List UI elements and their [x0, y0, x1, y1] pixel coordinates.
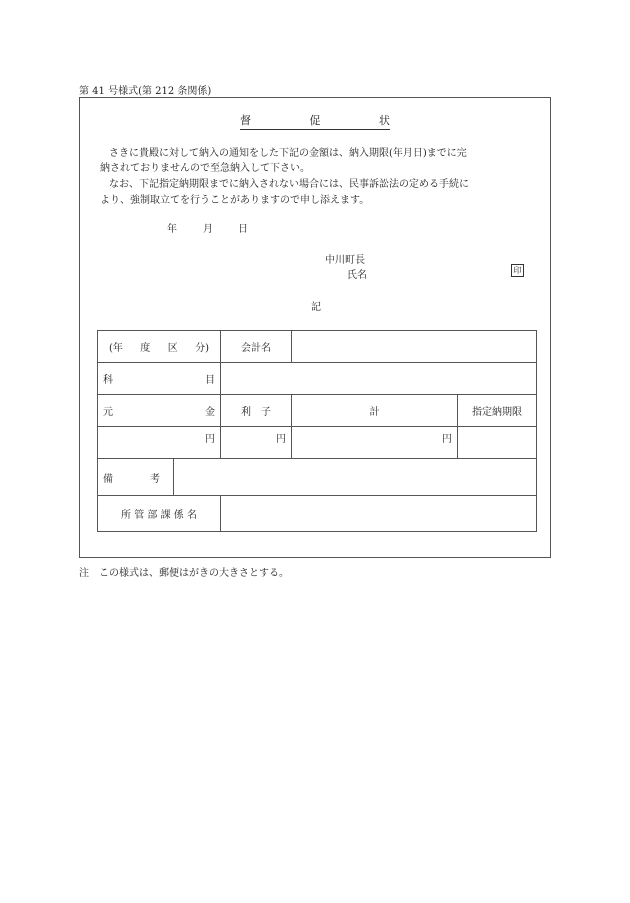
sender-title: 中川町長 — [325, 255, 365, 266]
principal-yen: 円 — [98, 427, 221, 459]
table-row — [98, 331, 537, 363]
interest-yen: 円 — [221, 427, 292, 459]
label-char: 備 — [103, 473, 113, 485]
date-year: 年 — [167, 224, 177, 235]
label-char: 元 — [103, 407, 113, 418]
body-line-3: なお、下記指定納期限までに納入されない場合には、民事訴訟法の定める手続に — [109, 179, 469, 190]
label-char: 度 — [140, 343, 151, 354]
date-day: 日 — [238, 224, 248, 235]
table-row — [98, 363, 537, 395]
title-char: 状 — [379, 114, 390, 127]
label-char: 考 — [150, 473, 160, 485]
body-line-4: より、強制取立てを行うことがありますので申し添えます。 — [100, 195, 370, 206]
table-row — [98, 459, 537, 496]
label-char: 金 — [205, 407, 215, 418]
subject-label-cell — [98, 363, 221, 395]
principal-label-cell — [98, 395, 221, 427]
date-month: 月 — [203, 224, 213, 235]
table-row — [98, 395, 537, 427]
ki-label: 記 — [311, 302, 321, 313]
remarks-value — [174, 459, 537, 496]
interest-label: 利 子 — [221, 395, 292, 427]
body-line-2: 納されておりませんので至急納入して下さい。 — [100, 163, 310, 174]
table-row — [98, 496, 537, 532]
table-row — [98, 427, 537, 459]
dept-value — [221, 496, 537, 532]
document-title — [240, 112, 390, 130]
dept-label: 所 管 部 課 係 名 — [98, 496, 221, 532]
footnote: 注 この様式は、郵便はがきの大きさとする。 — [79, 568, 289, 579]
sender-name-label: 氏名 — [347, 270, 367, 281]
total-yen: 円 — [292, 427, 458, 459]
billing-table — [97, 330, 537, 532]
remarks-label-cell — [98, 459, 174, 496]
label-char: (年 — [109, 343, 123, 354]
seal-mark — [511, 264, 524, 277]
due-date-label: 指定納期限 — [458, 395, 537, 427]
account-name-label: 会計名 — [221, 331, 292, 363]
fiscal-year-label-cell — [98, 331, 221, 363]
form-number: 第 41 号様式(第 212 条関係) — [79, 86, 212, 97]
title-char: 促 — [309, 114, 321, 127]
seal-char: 印 — [513, 266, 522, 275]
total-label: 計 — [292, 395, 458, 427]
account-name-value — [292, 331, 537, 363]
subject-value — [221, 363, 537, 395]
label-char: 科 — [103, 375, 113, 386]
label-char: 分) — [195, 343, 209, 354]
body-line-1: さきに貴殿に対して納入の通知をした下記の金額は、納入期限(年月日)までに完 — [109, 148, 467, 159]
title-char: 督 — [240, 114, 251, 127]
label-char: 目 — [205, 375, 215, 386]
label-char: 区 — [167, 343, 178, 354]
due-date-value — [458, 427, 537, 459]
